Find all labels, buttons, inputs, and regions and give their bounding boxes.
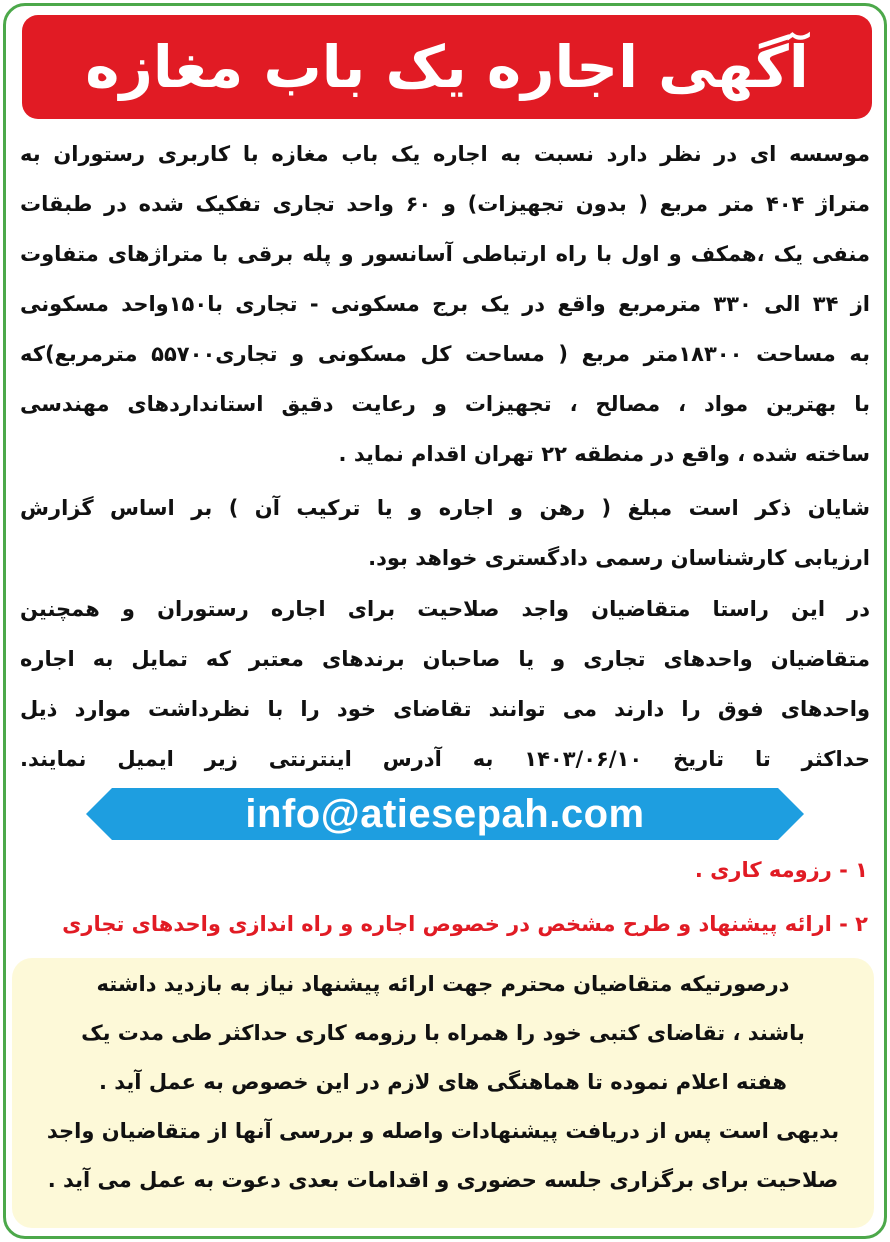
text-line: شایان ذکر است مبلغ ( رهن و اجاره و یا ترکیب آن ) بر اساس گزارش bbox=[20, 496, 870, 520]
paragraph-intro bbox=[20, 129, 870, 479]
text-line: باشند ، تقاضای کتبی خود را همراه با رزومه کاری حداکثر طی مدت یک bbox=[81, 1021, 805, 1045]
text-line: منفی یک ،همکف و اول با راه ارتباطی آسانسور و پله برقی با متراژهای متفاوت bbox=[20, 242, 870, 266]
requirement-item-proposal: ۲ - ارائه پیشنهاد و طرح مشخص در خصوص اجاره و راه اندازی واحدهای تجاری bbox=[62, 912, 868, 936]
visit-note-box bbox=[12, 958, 874, 1228]
text-line: با بهترین مواد ، مصالح ، تجهیزات و رعایت دقیق استانداردهای مهندسی bbox=[20, 392, 870, 416]
text-line: بدیهی است پس از دریافت پیشنهادات واصله و بررسی آنها از متقاضیان واجد bbox=[46, 1119, 840, 1143]
text-line: هفته اعلام نموده تا هماهنگی های لازم در این خصوص به عمل آید . bbox=[99, 1070, 787, 1094]
text-line: متقاضیان واحدهای تجاری و یا صاحبان برندهای معتبر که تمایل به اجاره bbox=[20, 647, 870, 671]
text-line: واحدهای فوق را دارند می توانند تقاضای خود را با نظرداشت موارد ذیل bbox=[20, 697, 870, 721]
note-text bbox=[30, 960, 856, 1205]
email-address[interactable]: info@atiesepah.com bbox=[245, 791, 645, 836]
text-line: موسسه ای در نظر دارد نسبت به اجاره یک باب مغازه با کاربری رستوران به bbox=[20, 142, 870, 166]
ad-title: آگهی اجاره یک باب مغازه bbox=[85, 33, 809, 101]
text-line: صلاحیت برای برگزاری جلسه حضوری و اقدامات بعدی دعوت به عمل می آید . bbox=[47, 1168, 839, 1192]
text-line: ارزیابی کارشناسان رسمی دادگستری خواهد بود. bbox=[368, 546, 870, 570]
text-line: به مساحت ۱۸۳۰۰متر مربع ( مساحت کل مسکونی و تجاری۵۵۷۰۰ مترمربع)که bbox=[20, 342, 871, 366]
text-line: از ۳۴ الی ۳۳۰ مترمربع واقع در یک برج مسکونی - تجاری با۱۵۰واحد مسکونی bbox=[20, 292, 871, 316]
requirement-item-resume: ۱ - رزومه کاری . bbox=[694, 858, 868, 882]
paragraph-applicants bbox=[20, 584, 870, 784]
email-banner[interactable] bbox=[86, 788, 804, 840]
text-line: حداکثر تا تاریخ ۱۴۰۳/۰۶/۱۰ به آدرس اینترنتی زیر ایمیل نمایند. bbox=[20, 747, 870, 771]
text-line: در این راستا متقاضیان واجد صلاحیت برای اجاره رستوران و همچنین bbox=[20, 597, 870, 621]
paragraph-pricing bbox=[20, 483, 870, 583]
text-line: درصورتیکه متقاضیان محترم جهت ارائه پیشنهاد نیاز به بازدید داشته bbox=[96, 972, 790, 996]
text-line: ساخته شده ، واقع در منطقه ۲۲ تهران اقدام نماید . bbox=[338, 442, 870, 466]
text-line: متراژ ۴۰۴ متر مربع ( بدون تجهیزات) و ۶۰ واحد تجاری تفکیک شده در طبقات bbox=[20, 192, 870, 216]
title-banner bbox=[22, 15, 872, 119]
